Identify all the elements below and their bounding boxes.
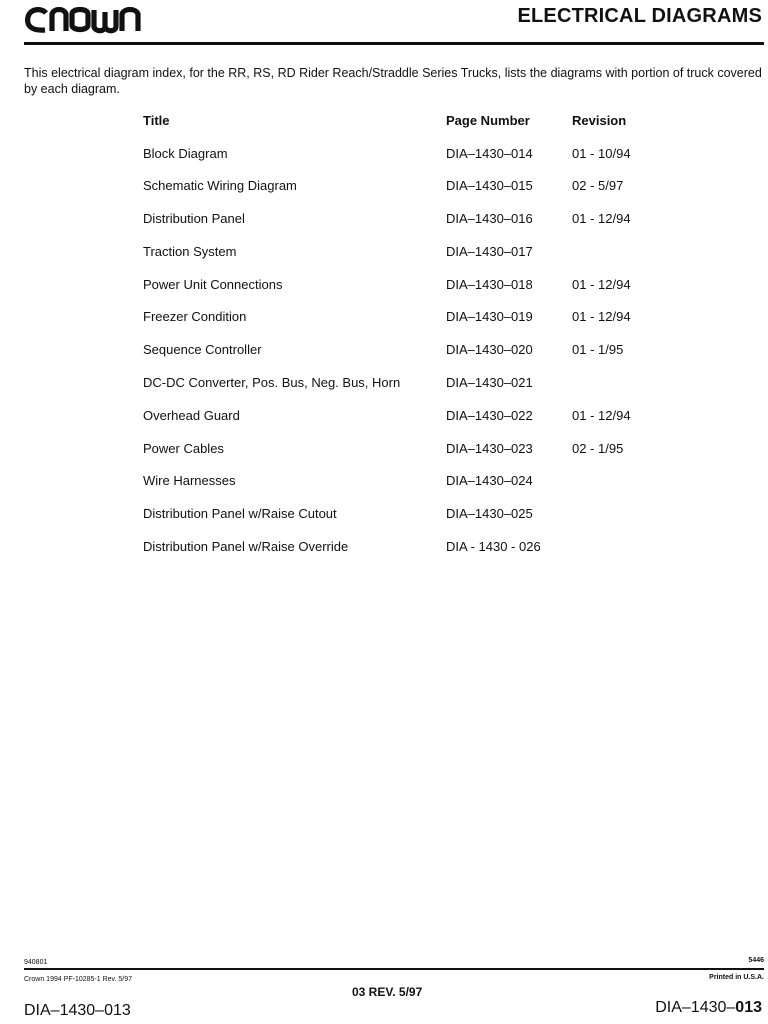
row-title: DC-DC Converter, Pos. Bus, Neg. Bus, Horn (143, 375, 401, 391)
row-title: Overhead Guard (143, 407, 240, 423)
table-row (143, 441, 663, 474)
table-header-row (143, 113, 663, 146)
row-revision: 01 - 12/94 (572, 276, 631, 292)
row-title: Power Cables (143, 440, 224, 456)
row-page-number: DIA–1430–016 (446, 211, 533, 227)
intro-text-start: This electrical diagram index, for the RR, RS, RD Rider Reach/Straddle Series Trucks, lists the diagrams with (24, 66, 632, 80)
diagram-index-table (143, 113, 663, 572)
row-page-number: DIA - 1430 - 026 (446, 539, 541, 555)
row-title: Block Diagram (143, 145, 228, 161)
row-page-number: DIA–1430–021 (446, 375, 533, 391)
row-title: Freezer Condition (143, 309, 247, 325)
table-row (143, 277, 663, 310)
row-revision: 01 - 10/94 (572, 145, 631, 161)
row-page-number: DIA–1430–014 (446, 145, 533, 161)
intro-paragraph (24, 65, 768, 97)
table-row (143, 244, 663, 277)
row-page-number: DIA–1430–024 (446, 473, 533, 489)
page-number-right-prefix: DIA–1430– (655, 999, 736, 1016)
row-title: Sequence Controller (143, 342, 262, 358)
row-title: Traction System (143, 243, 237, 259)
table-row (143, 178, 663, 211)
footer-divider (24, 968, 764, 970)
header-divider (24, 42, 764, 45)
row-title: Power Unit Connections (143, 276, 283, 292)
table-row (143, 146, 663, 179)
row-revision: 01 - 12/94 (572, 211, 631, 227)
table-row (143, 211, 663, 244)
row-page-number: DIA–1430–022 (446, 407, 533, 423)
row-revision: 01 - 12/94 (572, 309, 631, 325)
row-page-number: DIA–1430–018 (446, 276, 533, 292)
row-title: Schematic Wiring Diagram (143, 178, 297, 194)
footer-code: 940801 (24, 959, 48, 966)
column-header-page-number: Page Number (446, 113, 530, 128)
footer-printed-in: Printed in U.S.A. (709, 974, 764, 981)
page-number-left: DIA–1430–013 (24, 1002, 131, 1019)
row-revision: 01 - 12/94 (572, 407, 631, 423)
intro-text-end: truck covered by each diagram. (24, 66, 762, 96)
row-page-number: DIA–1430–020 (446, 342, 533, 358)
row-page-number: DIA–1430–019 (446, 309, 533, 325)
row-title: Distribution Panel (143, 211, 245, 227)
table-row (143, 408, 663, 441)
intro-text-emphasis: portion of (631, 66, 684, 80)
footer-revision: 03 REV. 5/97 (352, 985, 423, 999)
row-page-number: DIA–1430–025 (446, 506, 533, 522)
row-page-number: DIA–1430–023 (446, 440, 533, 456)
table-row (143, 506, 663, 539)
crown-logo (24, 0, 146, 38)
page-number-right (655, 999, 762, 1017)
page-number-right-suffix: 013 (735, 999, 762, 1016)
column-header-revision: Revision (572, 113, 627, 128)
table-row (143, 539, 663, 572)
footer-form-number: 5446 (748, 957, 764, 964)
row-revision: 01 - 1/95 (572, 342, 624, 358)
row-revision: 02 - 5/97 (572, 178, 624, 194)
row-page-number: DIA–1430–015 (446, 178, 533, 194)
row-page-number: DIA–1430–017 (446, 243, 533, 259)
table-row (143, 309, 663, 342)
row-title: Distribution Panel w/Raise Override (143, 539, 349, 555)
table-row (143, 473, 663, 506)
row-title: Wire Harnesses (143, 473, 236, 489)
document-title: ELECTRICAL DIAGRAMS (517, 5, 762, 27)
footer-copyright: Crown 1994 PF-10285-1 Rev. 5/97 (24, 976, 133, 983)
table-row (143, 375, 663, 408)
table-row (143, 342, 663, 375)
row-title: Distribution Panel w/Raise Cutout (143, 506, 337, 522)
row-revision: 02 - 1/95 (572, 440, 624, 456)
column-header-title: Title (143, 113, 170, 128)
